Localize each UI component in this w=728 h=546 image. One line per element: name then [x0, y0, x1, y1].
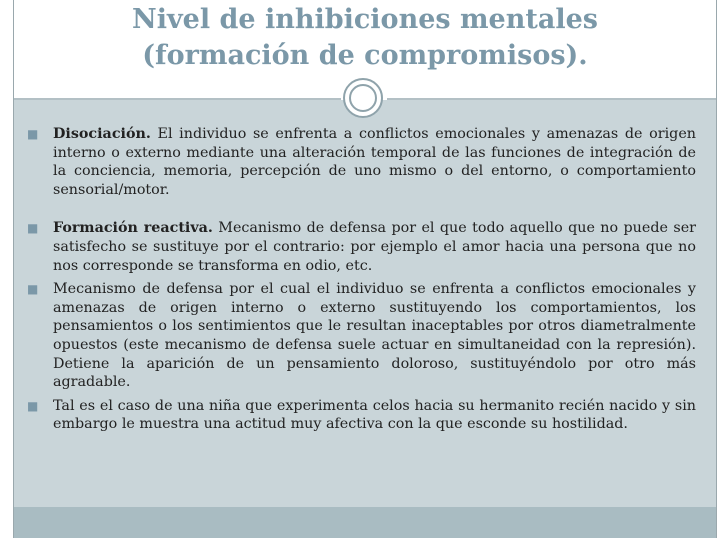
circle-ornament-icon	[343, 78, 383, 118]
item-text: Mecanismo de defensa por el que todo aquello que no puede ser satisfecho se sustituye por el contrario: por ejemplo el amor hacia una persona que no nos corresponde se transforma en odio, etc.	[53, 220, 696, 274]
list-item-ejemplo	[20, 397, 696, 434]
list-item-mecanismo	[20, 280, 696, 392]
item-text: Tal es el caso de una niña que experimenta celos hacia su hermanito recién nacido y sin embargo le muestra una actitud muy afectiva con la que esconde su hostilidad.	[53, 397, 696, 433]
item-text: Mecanismo de defensa por el cual el individuo se enfrenta a conflictos emocionales y amenazas de origen interno o externo sustituyendo los comportamientos, los pensamientos o los sentimientos que le resultan inaceptables por otros diametralmente opuestos (este mecanismo de defensa suele actuar en simultaneidad con la represión). Detiene la aparición de un pensamiento doloroso, sustituyéndolo por otro más agradable.	[53, 281, 696, 391]
bullet-icon: ■	[27, 221, 39, 236]
item-lead: Disociación.	[53, 126, 151, 142]
title-line-2: (formación de compromisos).	[142, 40, 588, 71]
bullet-icon: ■	[27, 398, 39, 413]
slide-title	[14, 2, 716, 74]
footer-bar	[14, 507, 716, 538]
list-item-formacion-reactiva	[20, 219, 696, 275]
item-lead: Formación reactiva.	[53, 220, 213, 237]
divider-right	[387, 98, 716, 100]
bullet-icon: ■	[27, 282, 39, 297]
bullet-icon: ■	[27, 127, 39, 141]
divider-left	[14, 98, 341, 100]
list-item-disociacion	[20, 125, 696, 199]
title-line-1: Nivel de inhibiciones mentales	[132, 4, 598, 35]
bullet-list	[20, 125, 696, 434]
item-text: El individuo se enfrenta a conflictos emocionales y amenazas de origen interno o externo mediante una alteración temporal de las funciones de integración de la conciencia, memoria, percepción de uno mismo o del entorno, o comportamiento sensorial/motor.	[53, 126, 696, 198]
